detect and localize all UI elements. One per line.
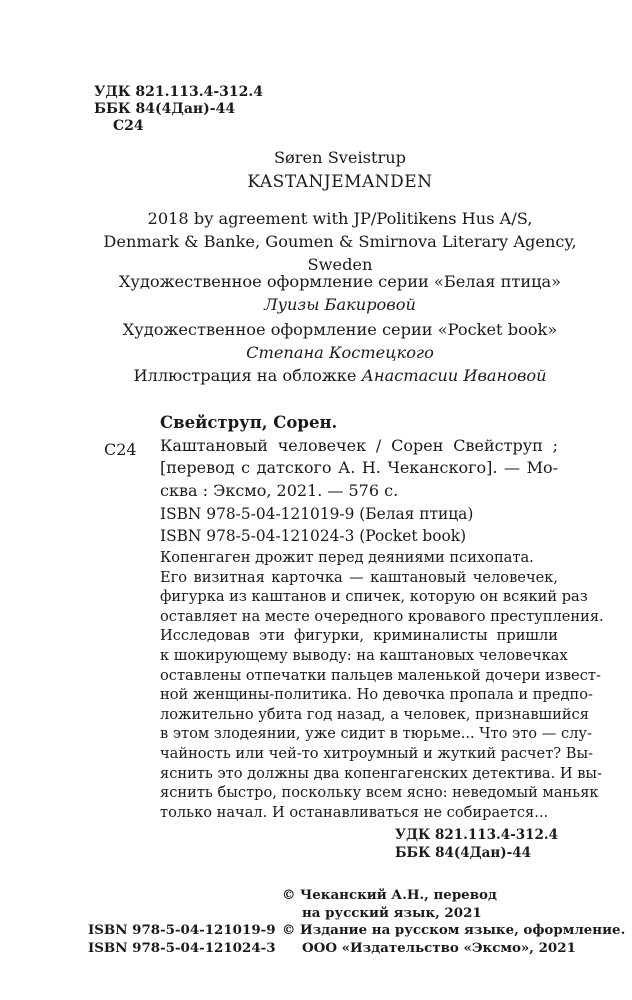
designer-name: Степана Костецкого [246,343,434,362]
annotation-line: ной женщины-политика. Но девочка пропала и предпо- [160,686,593,704]
annotation-line: чайность или чей-то хитроумный и жуткий расчет? Вы- [160,744,594,762]
copyright-notice [282,887,625,957]
annotation-line: яснить быстро, поскольку всем ясно: неведомый маньяк [160,784,599,802]
bbk-code: ББК 84(4Дан)-44 [395,845,532,861]
illustration-credit [80,364,600,387]
illustration-prefix: Иллюстрация на обложке [133,366,357,385]
series-design-line: Художественное оформление серии «Белая птица» [118,272,562,291]
bib-line: Каштановый человечек / Сорен Свейструп ; [160,435,558,455]
designer-name: Луизы Бакировой [264,295,416,314]
isbn-list [160,503,473,547]
isbn-line: ISBN 978-5-04-121019-9 (Белая птица) [160,505,474,523]
copyright-line: © Чеканский А.Н., перевод [282,887,497,903]
bib-line: сква : Эксмо, 2021. — 576 с. [160,480,399,500]
isbn-bottom [88,922,276,957]
annotation-line: Его визитная карточка — каштановый человечек, [160,568,558,586]
agreement-line: 2018 by agreement with JP/Politikens Hus A/S, [147,209,533,228]
isbn-line: ISBN 978-5-04-121019-9 [88,922,276,938]
annotation-line: к шокирующему выводу: на каштановых человечках [160,646,568,664]
annotation-line: Копенгаген дрожит перед деяниями психопата. [160,549,534,566]
udk-code: УДК 821.113.4-312.4 [395,827,558,843]
copyright-line: ООО «Издательство «Эксмо», 2021 [302,939,576,956]
bib-line: [перевод с датского А. Н. Чеканского]. — Мо- [160,458,558,477]
bbk-code: ББК 84(4Дан)-44 [94,101,236,117]
original-author: Søren Sveistrup [273,148,407,167]
bibliographic-record [160,412,558,502]
copyright-line: на русский язык, 2021 [302,904,482,921]
bib-author-mark: С24 [104,440,137,459]
bib-heading: Свейструп, Сорен. [160,413,338,432]
agreement-line: Denmark & Banke, Goumen & Smirnova Literary Agency, [103,232,577,251]
agreement-notice [80,207,600,276]
annotation-line: ложительно убита год назад, а человек, признавшийся [160,705,589,723]
annotation-line: в этом злодеянии, уже сидит в тюрьме... Что это — слу- [160,725,592,743]
original-title: KASTANJEMANDEN [247,172,433,192]
annotation [160,548,604,822]
annotation-line: Исследовав эти фигурки, криминалисты пришли [160,627,558,645]
isbn-line: ISBN 978-5-04-121024-3 (Pocket book) [160,527,467,545]
author-mark: С24 [113,118,144,134]
agreement-line: Sweden [307,255,373,274]
annotation-line: яснить это должны два копенгагенских детектива. И вы- [160,764,602,782]
series-design-line: Художественное оформление серии «Pocket book» [122,320,558,339]
annotation-line: фигурка из каштанов и спичек, которую он всякий раз [160,588,588,606]
isbn-line: ISBN 978-5-04-121024-3 [88,939,276,956]
udk-code: УДК 821.113.4-312.4 [94,84,264,100]
series-design-2 [80,318,600,387]
original-credits [80,146,600,194]
annotation-line: только начал. И останавливаться не собирается... [160,803,549,821]
classification-bottom [395,826,558,862]
classification-top [94,84,263,135]
illustrator-name: Анастасии Ивановой [361,366,547,385]
series-design-1 [80,270,600,316]
copyright-line: © Издание на русском языке, оформление. [282,922,626,939]
annotation-line: оставлены отпечатки пальцев маленькой дочери извест- [160,666,601,684]
annotation-line: оставляет на месте очередного кровавого преступления. [160,607,604,625]
